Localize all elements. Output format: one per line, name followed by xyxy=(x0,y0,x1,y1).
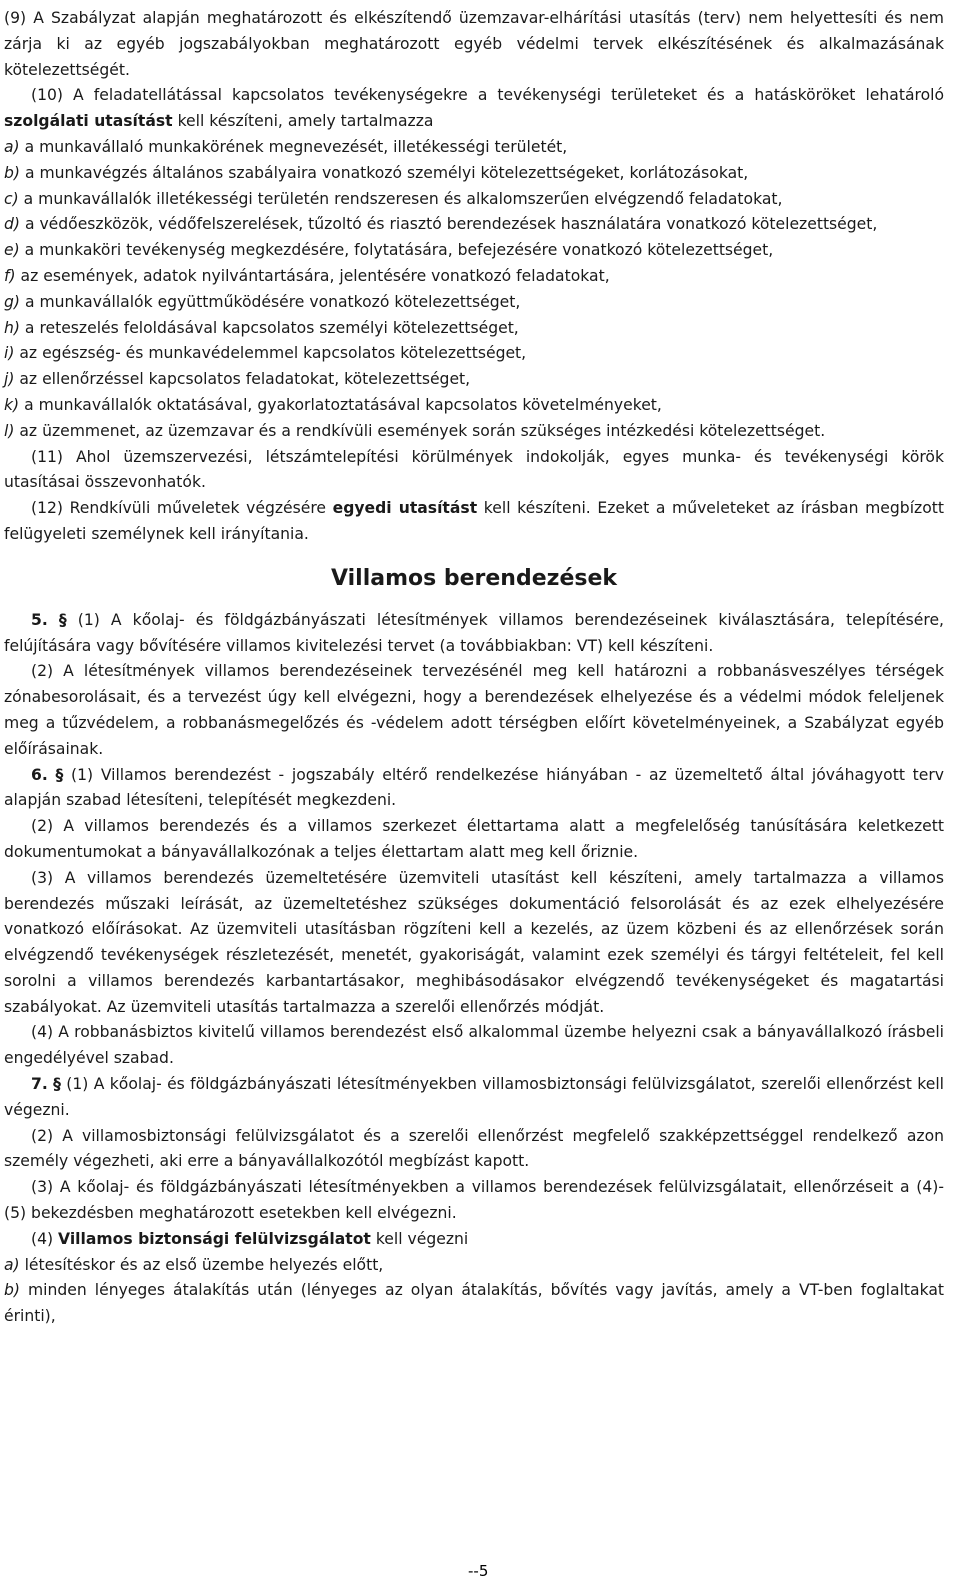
list-item-text: létesítéskor és az első üzembe helyezés előtt, xyxy=(19,1255,384,1274)
section-7-paragraph-2: (2) A villamosbiztonsági felülvizsgálatot és a szerelői ellenőrzést megfelelő szakképzettséggel rendelkező azon személy végezheti, aki erre a bányavállalkozótól megbízást kapott. xyxy=(4,1126,944,1171)
p10-text-pre: (10) A feladatellátással kapcsolatos tevékenységekre a tevékenységi területeket és a hatásköröket lehatároló xyxy=(31,86,944,105)
list-item-h xyxy=(4,316,944,342)
list-item-c xyxy=(4,187,944,213)
list-item-g xyxy=(4,290,944,316)
list-item-label: i) xyxy=(4,344,15,363)
list-item-label: g) xyxy=(4,292,20,311)
p10-bold: szolgálati utasítást xyxy=(4,112,173,131)
list-item-label: l) xyxy=(4,421,15,440)
list-item-e xyxy=(4,238,944,264)
list-item-text: a munkavállaló munkakörének megnevezését, illetékességi területét, xyxy=(19,137,568,156)
p4-text-pre: (4) xyxy=(31,1229,59,1248)
list-item-f xyxy=(4,264,944,290)
list-item-label: e) xyxy=(4,241,20,260)
paragraph-9: (9) A Szabályzat alapján meghatározott és elkészítendő üzemzavar-elhárítási utasítás (terv) nem helyettesíti és nem zárja ki az egyéb jogszabályokban meghatározott egyéb védelmi tervek elkészítésének és alkalmazásának kötelezettségét. xyxy=(4,9,944,79)
list-item-label: a) xyxy=(4,137,20,156)
p12-bold: egyedi utasítást xyxy=(332,499,478,518)
p4-text-post: kell végezni xyxy=(370,1229,469,1248)
list-item-label: j) xyxy=(4,370,15,389)
list-item-b xyxy=(4,161,944,187)
p12-text-pre: (12) Rendkívüli műveletek végzésére xyxy=(31,499,333,518)
section-6-paragraph-1 xyxy=(4,763,944,815)
section-7-list-item-a xyxy=(4,1253,944,1279)
list-item-j xyxy=(4,367,944,393)
section-6-paragraph-3: (3) A villamos berendezés üzemeltetésére üzemviteli utasítást kell készíteni, amely tartalmazza a villamos berendezés műszaki leírását, az üzemeltetéshez szükséges dokumentáció felsorolását és az ezek elhelyezésére vonatkozó előírásokat. Az üzemviteli utasításban rögzíteni kell a kezelés, az üzem közbeni és az ellenőrzések során elvégzendő tevékenységek részletezését, menetét, gyakoriságát, valamint ezek személyi és tárgyi feltételeit, fel kell sorolni a villamos berendezés karbantartásakor, meghibásodásakor elvégzendő tevékenységeket és magatartási szabályokat. Az üzemviteli utasítás tartalmazza a szerelői ellenőrzés módját. xyxy=(4,868,944,1016)
list-item-text: az üzemmenet, az üzemzavar és a rendkívüli események során szükséges intézkedési kötelezettséget. xyxy=(14,421,826,440)
list-item-k xyxy=(4,393,944,419)
list-item-text: az ellenőrzéssel kapcsolatos feladatokat, kötelezettséget, xyxy=(14,370,471,389)
list-item-label: b) xyxy=(4,1281,20,1300)
section-sign: § xyxy=(53,1075,61,1094)
list-item-a xyxy=(4,135,944,161)
section-6-paragraph-4: (4) A robbanásbiztos kivitelű villamos berendezést első alkalommal üzembe helyezni csak a bányavállalkozó írásbeli engedélyével szabad. xyxy=(4,1023,944,1068)
list-item-d xyxy=(4,212,944,238)
list-item-l xyxy=(4,419,944,445)
section-number: 7. xyxy=(31,1075,48,1094)
section-7-paragraph-1 xyxy=(4,1072,944,1124)
list-item-text: minden lényeges átalakítás után (lényeges az olyan átalakítás, bővítés vagy javítás, amely a VT-ben foglaltakat érinti), xyxy=(4,1281,944,1326)
list-item-label: f) xyxy=(4,266,16,285)
section-6-paragraph-2: (2) A villamos berendezés és a villamos szerkezet élettartama alatt a megfelelőség tanúsítására keletkezett dokumentumokat a bányavállalkozónak a teljes élettartam alatt meg kell őriznie. xyxy=(4,817,944,861)
list-item-label: d) xyxy=(4,215,20,234)
list-item-label: h) xyxy=(4,318,20,337)
list-item-text: a reteszelés feloldásával kapcsolatos személyi kötelezettséget, xyxy=(19,318,519,337)
list-item-i xyxy=(4,341,944,367)
section-sign: § xyxy=(55,765,64,784)
section-5-paragraph-2: (2) A létesítmények villamos berendezéseinek tervezésénél meg kell határozni a robbanásveszélyes térségek zónabesorolásait, és a tervezést úgy kell elvégezni, hogy a berendezések elhelyezése és a védelmi módok feleljenek meg a tűzvédelem, a robbanásmegelőzés és -védelem adott térségben előírt követelményeinek, a Szabályzat egyéb előírásainak. xyxy=(4,662,944,758)
section-7-paragraph-4 xyxy=(4,1227,944,1253)
list-item-text: a munkavállalók illetékességi területén rendszeresen és alkalomszerűen elvégzendő feladatokat, xyxy=(18,189,783,208)
paragraph-11: (11) Ahol üzemszervezési, létszámtelepítési körülmények indokolják, egyes munka- és tevékenységi körök utasításai összevonhatók. xyxy=(4,447,944,492)
list-item-text: a munkavállalók oktatásával, gyakorlatoztatásával kapcsolatos követelményeket, xyxy=(19,395,662,414)
section-7-text: (1) A kőolaj- és földgázbányászati létesítményekben villamosbiztonsági felülvizsgálatot, szerelői ellenőrzést kell végezni. xyxy=(4,1075,944,1119)
list-item-label: k) xyxy=(4,395,20,414)
p10-text-post: kell készíteni, amely tartalmazza xyxy=(172,112,434,131)
p4-bold: Villamos biztonsági felülvizsgálatot xyxy=(58,1229,371,1248)
section-7-list-item-b xyxy=(4,1278,944,1330)
section-number: 5. xyxy=(31,610,48,629)
section-sign: § xyxy=(58,610,67,629)
paragraph-10 xyxy=(4,83,944,135)
list-item-text: a munkaköri tevékenység megkezdésére, folytatására, befejezésére vonatkozó kötelezettséget, xyxy=(19,241,774,260)
list-item-text: a munkavégzés általános szabályaira vonatkozó személyi kötelezettségeket, korlátozásokat, xyxy=(19,163,749,182)
paragraph-12 xyxy=(4,496,944,548)
list-item-label: a) xyxy=(4,1255,20,1274)
section-number: 6. xyxy=(31,765,48,784)
page-number: --5 xyxy=(468,1562,489,1580)
section-title: Villamos berendezések xyxy=(330,565,618,591)
list-item-label: b) xyxy=(4,163,20,182)
section-5-paragraph-1 xyxy=(4,608,944,660)
section-6-text: (1) Villamos berendezést - jogszabály eltérő rendelkezése hiányában - az üzemeltető által jóváhagyott terv alapján szabad létesíteni, telepítését megkezdeni. xyxy=(4,765,944,810)
section-5-text: (1) A kőolaj- és földgázbányászati létesítmények villamos berendezéseinek kiválasztására, telepítésére, felújítására vagy bővítésére villamos kivitelezési tervet (a továbbiakban: VT) kell készíteni. xyxy=(4,610,944,655)
list-item-text: a védőeszközök, védőfelszerelések, tűzoltó és riasztó berendezések használatára vonatkozó kötelezettséget, xyxy=(19,215,878,234)
list-item-text: az események, adatok nyilvántartására, jelentésére vonatkozó feladatokat, xyxy=(15,266,610,285)
p12-text-post: kell készíteni. Ezeket a műveleteket az írásban megbízott felügyeleti személynek kell irányítania. xyxy=(4,499,944,543)
list-item-label: c) xyxy=(4,189,19,208)
list-item-text: a munkavállalók együttműködésére vonatkozó kötelezettséget, xyxy=(19,292,521,311)
section-7-paragraph-3: (3) A kőolaj- és földgázbányászati létesítményekben a villamos berendezések felülvizsgálatait, ellenőrzéseit a (4)-(5) bekezdésben meghatározott esetekben kell elvégezni. xyxy=(4,1178,944,1223)
list-item-text: az egészség- és munkavédelemmel kapcsolatos kötelezettséget, xyxy=(14,344,527,363)
